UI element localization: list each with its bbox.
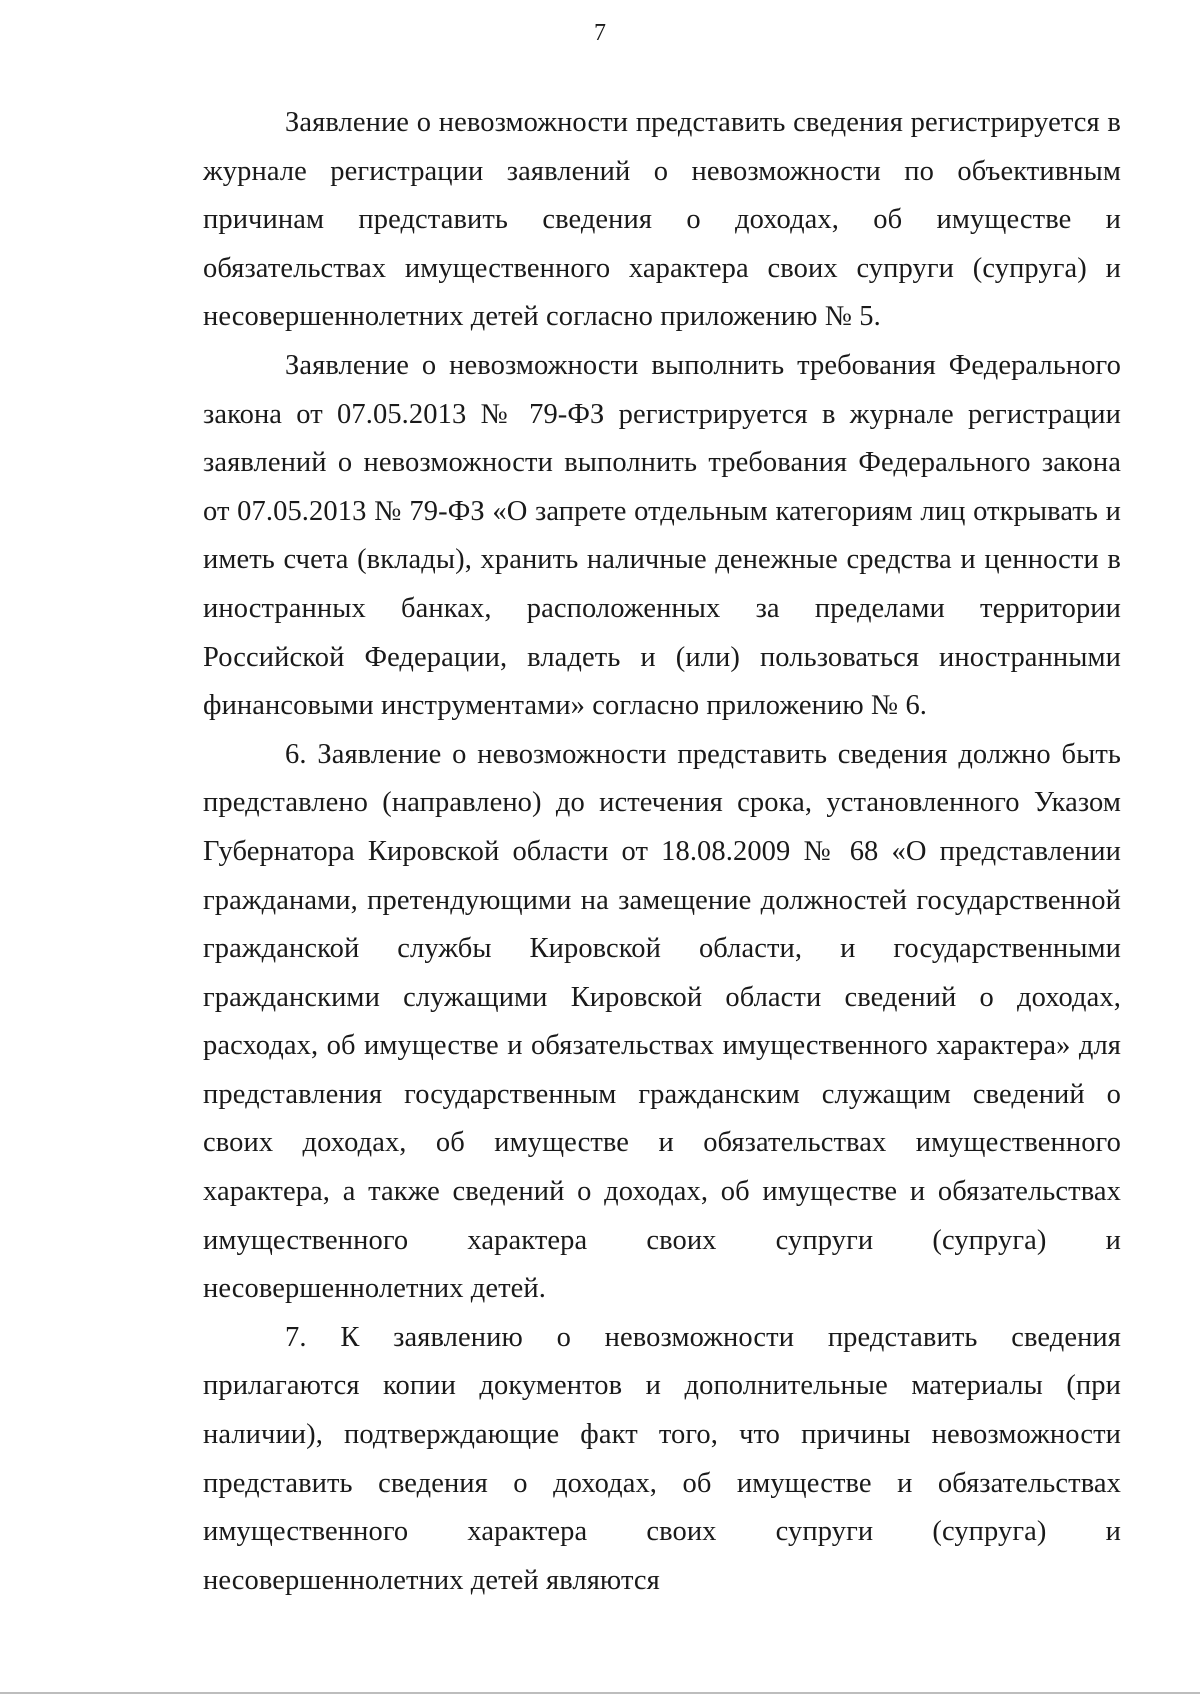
- scan-edge-line: [0, 1692, 1200, 1694]
- page-number: 7: [594, 20, 606, 46]
- paragraph-journal-registration: Заявление о невозможности представить сведения регистрируется в журнале регистрации заявлений о невозможности по объективным причинам представить сведения о доходах, об имуществе и обязательствах имущественного характера своих супруги (супруга) и несовершеннолетних детей согласно приложению № 5.: [203, 107, 1121, 333]
- paragraph-item-6: 6. Заявление о невозможности представить сведения должно быть представлено (направлено) до истечения срока, установленного Указом Губернатора Кировской области от 18.08.2009 № 68 «О представлении гражданами, претендующими на замещение должностей государственной гражданской службы Кировской области, и государственными гражданскими служащими Кировской области сведений о доходах, расходах, об имуществе и обязательствах имущественного характера» для представления государственным гражданским служащим сведений о своих доходах, об имуществе и обязательствах имущественного характера, а также сведений о доходах, об имуществе и обязательствах имущественного характера своих супруги (супруга) и несовершеннолетних детей.: [203, 738, 1121, 1305]
- document-body: [203, 99, 1121, 1605]
- paragraph-item-7: 7. К заявлению о невозможности представить сведения прилагаются копии документов и дополнительные материалы (при наличии), подтверждающие факт того, что причины невозможности представить сведения о доходах, об имуществе и обязательствах имущественного характера своих супруги (супруга) и несовершеннолетних детей являются: [203, 1321, 1121, 1596]
- paragraph-federal-law-79: Заявление о невозможности выполнить требования Федерального закона от 07.05.2013 № 79-ФЗ регистрируется в журнале регистрации заявлений о невозможности выполнить требования Федерального закона от 07.05.2013 № 79-ФЗ «О запрете отдельным категориям лиц открывать и иметь счета (вклады), хранить наличные денежные средства и ценности в иностранных банках, расположенных за пределами территории Российской Федерации, владеть и (или) пользоваться иностранными финансовыми инструментами» согласно приложению № 6.: [203, 349, 1121, 722]
